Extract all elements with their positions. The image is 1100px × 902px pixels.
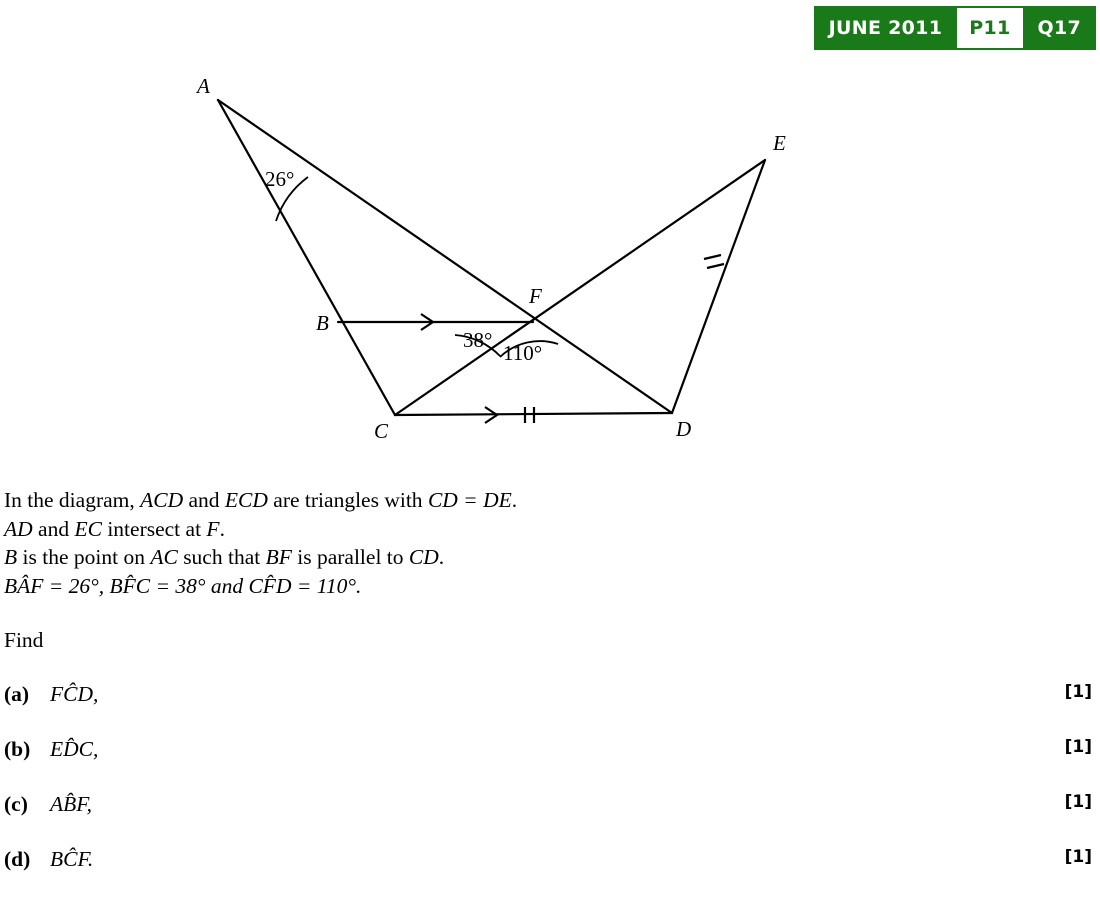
label-point-B: B [316, 311, 329, 335]
label-point-C: C [374, 419, 389, 443]
label-angle-A: 26° [265, 167, 295, 191]
stem-line3-ac: AC [150, 545, 178, 569]
label-angle-BFC: 38° [463, 328, 493, 352]
part-label: (c) [4, 792, 28, 816]
badge-paper: P11 [957, 8, 1022, 48]
part-label: (b) [4, 737, 31, 761]
part-text: FĈD, [50, 682, 99, 706]
stem-line3-b: B [4, 545, 18, 569]
stem-line2-ad: AD [4, 516, 33, 541]
segment-AC [218, 100, 395, 415]
segment-CE [395, 160, 765, 415]
part-label: (d) [4, 847, 31, 871]
part-marks: [1] [1064, 847, 1092, 867]
part-row [4, 682, 1096, 737]
label-point-D: D [676, 417, 692, 441]
stem-line1-mid: and [183, 488, 225, 512]
segment-AD [218, 100, 672, 413]
stem-line-1 [4, 486, 1064, 515]
part-marks: [1] [1064, 682, 1092, 702]
part-text: AB̂F, [50, 792, 93, 816]
geometry-diagram [0, 60, 900, 470]
label-point-F: F [529, 284, 542, 308]
stem-line3-cd: CD [408, 545, 439, 569]
stem-line1-equation: CD = DE [427, 488, 512, 512]
segment-DE [672, 160, 765, 413]
stem-line1-post: are triangles with [267, 488, 428, 512]
stem-line-3 [4, 543, 1064, 572]
stem-line2-post: intersect at [101, 516, 207, 541]
stem-line3-b2: such that [177, 545, 266, 569]
stem-line2-f: F [206, 516, 220, 541]
part-text: BĈF. [50, 847, 94, 871]
stem-line2-end: . [219, 516, 225, 541]
stem-line3-a: is the point on [17, 545, 151, 569]
stem-line1-end: . [511, 488, 518, 512]
part-row [4, 737, 1096, 792]
stem-line1-acd: ACD [140, 488, 184, 512]
part-row [4, 792, 1096, 847]
label-point-A: A [197, 74, 210, 98]
label-angle-CFD: 110° [503, 341, 543, 365]
stem-line-4: BÂF = 26°, BF̂C = 38° and CF̂D = 110°. [4, 573, 362, 598]
find-instruction: Find [4, 628, 44, 652]
stem-line3-bf: BF [265, 545, 292, 569]
diagram-svg [0, 60, 900, 470]
stem-line1-pre: In the diagram, [4, 488, 141, 512]
stem-line1-ecd: ECD [224, 488, 268, 512]
stem-line3-end: . [438, 545, 445, 569]
part-label: (a) [4, 682, 30, 706]
part-row [4, 847, 1096, 902]
label-point-E: E [773, 131, 786, 155]
tick-mark-DE [704, 255, 724, 268]
question-stem [4, 486, 1064, 600]
stem-line3-c: is parallel to [291, 545, 409, 569]
stem-line-2 [4, 515, 1064, 544]
badge-session: JUNE 2011 [828, 17, 943, 39]
part-marks: [1] [1064, 737, 1092, 757]
question-badge [814, 6, 1096, 50]
stem-line2-mid: and [32, 516, 75, 541]
part-text: ED̂C, [50, 737, 99, 761]
stem-line2-ec: EC [74, 516, 102, 541]
badge-question-number: Q17 [1037, 17, 1081, 39]
question-parts [4, 682, 1096, 902]
part-marks: [1] [1064, 792, 1092, 812]
